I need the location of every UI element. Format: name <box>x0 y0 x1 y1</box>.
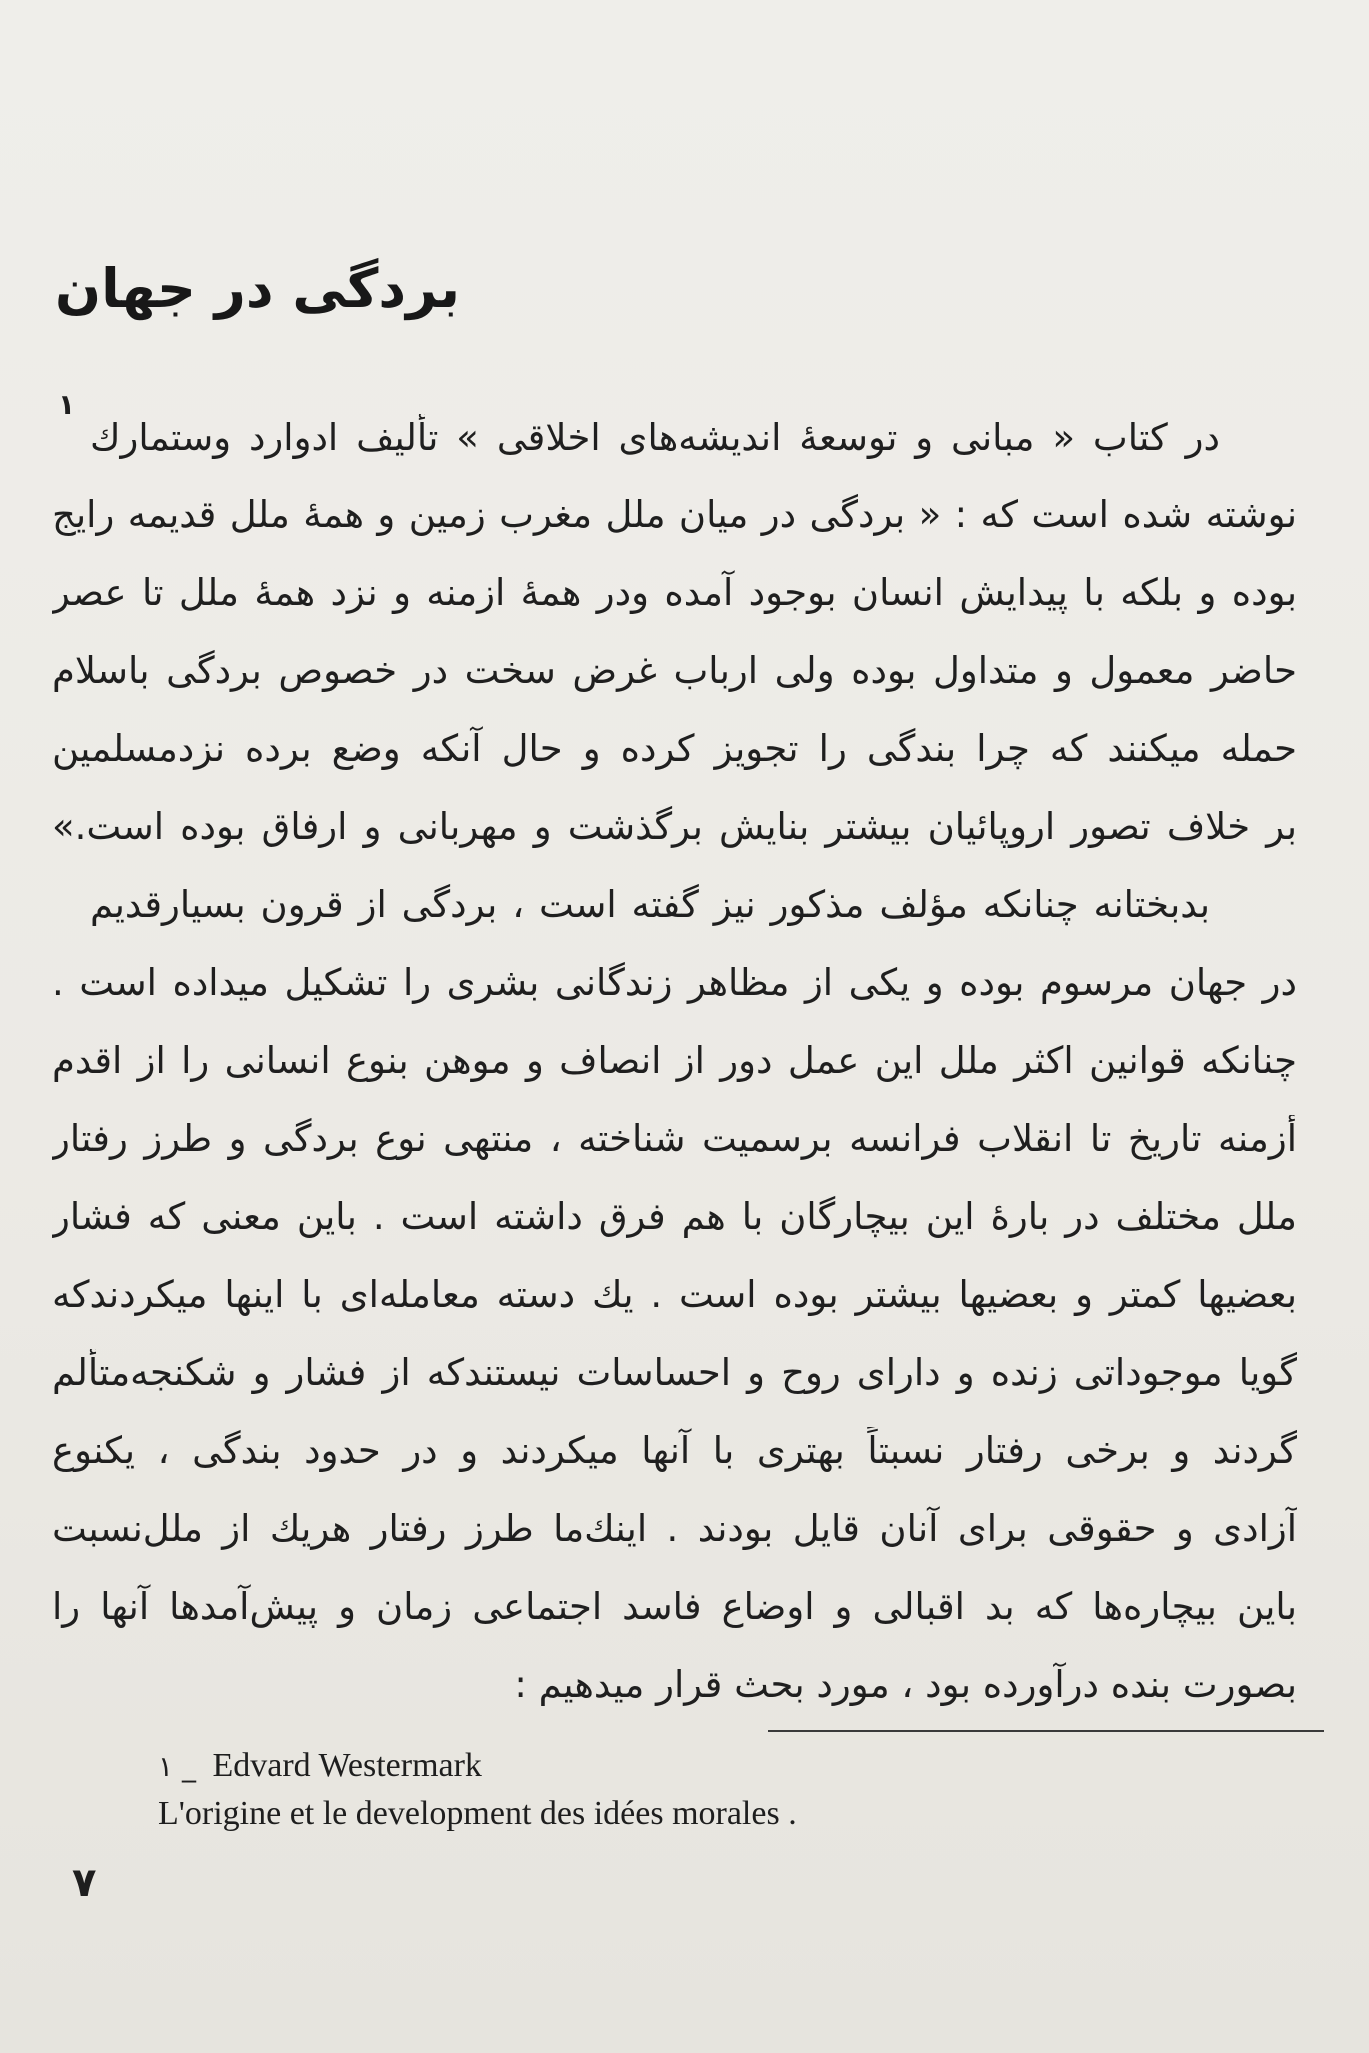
text-line: بوده و بلکه با پیدایش انسان بوجود آمده ودر همهٔ ازمنه و نزد همهٔ ملل تا عصر <box>52 571 1297 614</box>
footnote-separator <box>768 1730 1324 1732</box>
footnote-title: L'origine et le development des idées morales . <box>158 1795 797 1832</box>
footnote-author <box>158 1746 482 1787</box>
chapter-heading: بردگی در جهان <box>55 257 460 320</box>
text-line: گویا موجوداتی زنده و دارای روح و احساسات نیستندکه از فشار و شکنجه‌متألم <box>52 1351 1297 1394</box>
text-line: بدبختانه چنانکه مؤلف مذکور نیز گفته است ، بردگی از قرون بسیارقدیم <box>90 883 1210 926</box>
text-line: چنانکه قوانین اکثر ملل این عمل دور از انصاف و موهن بنوع انسانی را از اقدم <box>52 1039 1297 1082</box>
text-line: حاضر معمول و متداول بوده ولی ارباب غرض سخت در خصوص بردگی باسلام <box>52 649 1297 692</box>
text-line: نوشته شده است که : « بردگی در میان ملل مغرب زمین و همهٔ ملل قدیمه رایج <box>52 493 1297 536</box>
text-line: حمله میکنند که چرا بندگی را تجویز کرده و حال آنکه وضع برده نزدمسلمین <box>52 727 1297 770</box>
footnote-reference-mark: ۱ <box>58 388 76 421</box>
text-line: ملل مختلف در بارهٔ این بیچارگان با هم فرق داشته است . باین معنی که فشار <box>52 1195 1297 1238</box>
text-line: بصورت بنده درآورده بود ، مورد بحث قرار میدهیم : <box>514 1663 1297 1706</box>
text-line: آزادی و حقوقی برای آنان قایل بودند . اینك‌ما طرز رفتار هریك از ملل‌نسبت <box>52 1507 1297 1550</box>
text-line: بعضیها کمتر و بعضیها بیشتر بوده است . یك دسته معامله‌ای با اینها میکردندکه <box>52 1273 1297 1316</box>
text-line: در جهان مرسوم بوده و یکی از مظاهر زندگانی بشری را تشکیل میداده است . <box>52 961 1297 1004</box>
page-number: ۷ <box>72 1860 97 1906</box>
text-line: باین بیچاره‌ها که بد اقبالی و اوضاع فاسد اجتماعی زمان و پیش‌آمدها آنها را <box>52 1585 1297 1628</box>
text-line: گردند و برخی رفتار نسبتاً بهتری با آنها میکردند و در حدود بندگی ، یکنوع <box>52 1429 1297 1472</box>
text-line: بر خلاف تصور اروپائیان بیشتر بنایش برگذشت و مهربانی و ارفاق بوده است.» <box>52 805 1297 848</box>
footnote-number: ۱ _ <box>158 1750 196 1783</box>
text-line: أزمنه تاریخ تا انقلاب فرانسه برسمیت شناخته ، منتهی نوع بردگی و طرز رفتار <box>52 1117 1297 1160</box>
footnote-author-name: Edvard Westermark <box>212 1747 482 1784</box>
text-line: در کتاب « مبانی و توسعهٔ اندیشه‌های اخلاقی » تألیف ادوارد وستمارك <box>90 416 1220 459</box>
